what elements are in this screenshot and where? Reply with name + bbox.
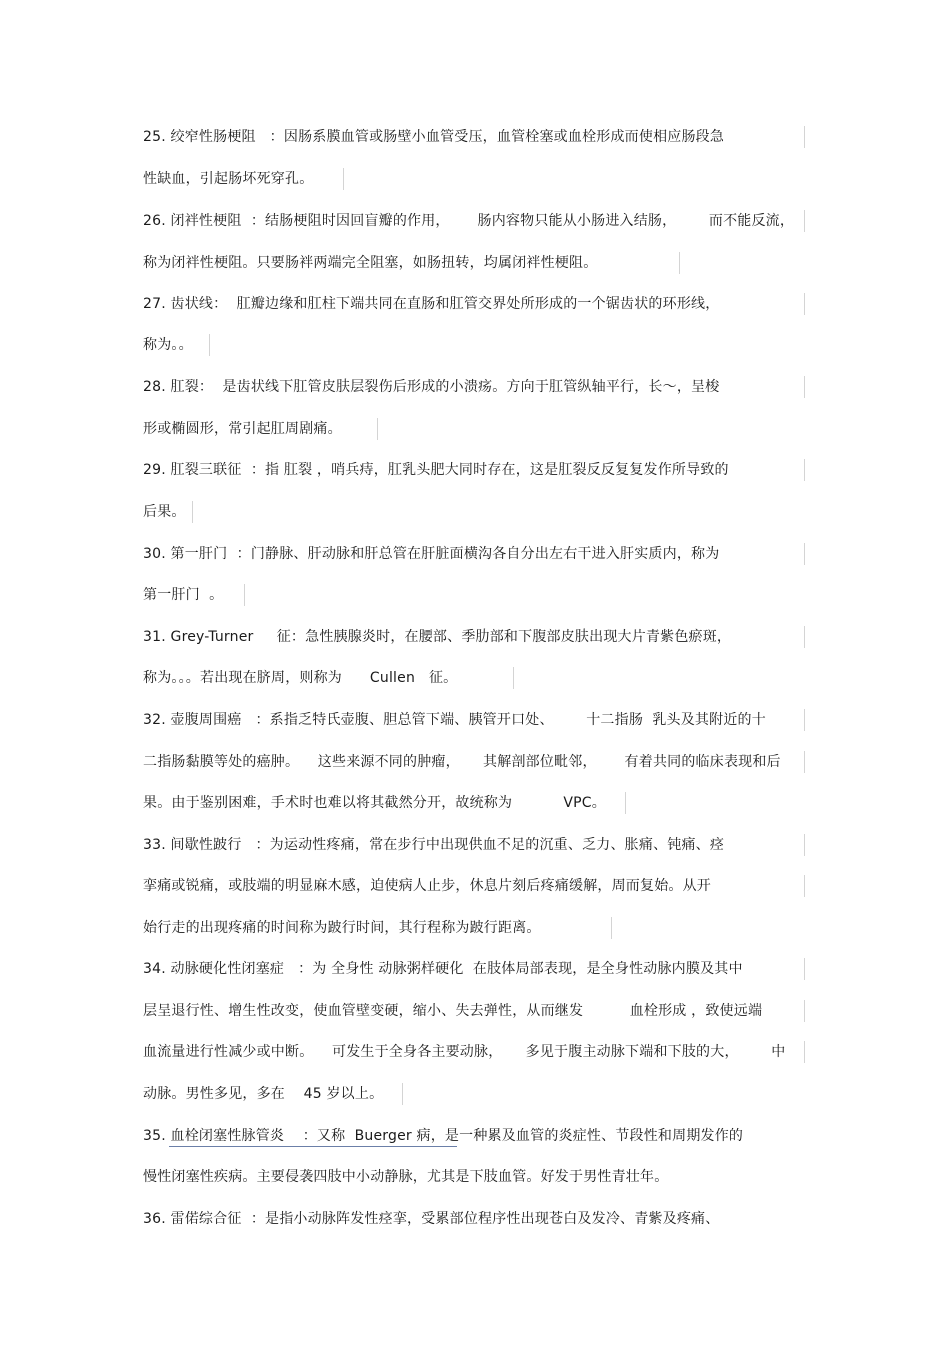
text-line: 26. 闭袢性梗阻 ：结肠梗阻时因回盲瓣的作用， 肠内容物只能从小肠进入结肠， 而不能反流， [143,213,795,229]
line-marker [343,168,344,190]
line-marker [804,958,805,980]
text-line: 果。由于鉴别困难，手术时也难以将其截然分开，故统称为 VPC。 [143,795,606,811]
text-line: 血流量进行性减少或中断。 可发生于全身各主要动脉， 多见于腹主动脉下端和下肢的大， 中 [143,1044,786,1060]
line-marker [679,252,680,274]
text-line: 性缺血，引起肠坏死穿孔。 [143,171,314,187]
text-line: 称为。。 [143,337,193,353]
line-marker [804,459,805,481]
line-marker [611,917,612,939]
line-marker [804,709,805,731]
line-marker [209,334,210,356]
text-line: 30. 第一肝门 ：门静脉、肝动脉和肝总管在肝脏面横沟各自分出左右干进入肝实质内，称为 [143,546,720,562]
text-line: 25. 绞窄性肠梗阻 ：因肠系膜血管或肠壁小血管受压，血管栓塞或血栓形成而使相应肠段急 [143,129,725,145]
line-marker [804,543,805,565]
line-marker [377,418,378,440]
text-line: 32. 壶腹周围癌 ：系指乏特氏壶腹、胆总管下端、胰管开口处、 十二指肠 乳头及其附近的十 [143,712,766,728]
line-marker [804,751,805,773]
line-marker [244,584,245,606]
text-line: 慢性闭塞性疾病。主要侵袭四肢中小动静脉，尤其是下肢血管。好发于男性青壮年。 [143,1169,669,1185]
text-line: 34. 动脉硬化性闭塞症 ：为 全身性 动脉粥样硬化 在肢体局部表现，是全身性动脉内膜及其中 [143,961,743,977]
line-marker [402,1083,403,1105]
line-marker [513,667,514,689]
text-line: 后果。 [143,504,186,520]
text-line: 称为闭袢性梗阻。只要肠袢两端完全阻塞，如肠扭转，均属闭袢性梗阻。 [143,255,598,271]
line-marker [804,126,805,148]
text-line: 28. 肛裂： 是齿状线下肛管皮肤层裂伤后形成的小溃疡。方向于肛管纵轴平行，长～，呈梭 [143,379,720,395]
line-marker [192,501,193,523]
text-line: 27. 齿状线： 肛瓣边缘和肛柱下端共同在直肠和肛管交界处所形成的一个锯齿状的环形线， [143,296,720,312]
term-underline [169,1146,457,1147]
line-marker [804,376,805,398]
line-marker [804,875,805,897]
text-line: 称为。。。若出现在脐周，则称为 Cullen 征。 [143,670,458,686]
text-line: 动脉。男性多见，多在 45 岁以上。 [143,1086,384,1102]
text-line: 第一肝门 。 [143,587,224,603]
text-line: 36. 雷偌综合征 ：是指小动脉阵发性痉挛，受累部位程序性出现苍白及发冷、青紫及疼痛、 [143,1211,720,1227]
text-line: 29. 肛裂三联征 ：指 肛裂 ，哨兵痔，肛乳头肥大同时存在，这是肛裂反反复复发作所导致的 [143,462,729,478]
text-line: 35. 血栓闭塞性脉管炎 ：又称 Buerger 病，是一种累及血管的炎症性、节段性和周期发作的 [143,1128,744,1144]
text-line: 挛痛或锐痛，或肢端的明显麻木感，迫使病人止步，休息片刻后疼痛缓解，周而复始。从开 [143,878,711,894]
text-line: 形或椭圆形，常引起肛周剧痛。 [143,421,342,437]
text-line: 始行走的出现疼痛的时间称为跛行时间，其行程称为跛行距离。 [143,920,541,936]
text-line: 33. 间歇性跛行 ：为运动性疼痛，常在步行中出现供血不足的沉重、乏力、胀痛、钝痛、痉 [143,837,725,853]
text-line: 31. Grey-Turner 征：急性胰腺炎时，在腰部、季肋部和下腹部皮肤出现大片青紫色瘀斑， [143,629,732,645]
line-marker [804,210,805,232]
line-marker [804,1041,805,1063]
line-marker [804,1000,805,1022]
text-line: 二指肠黏膜等处的癌肿。 这些来源不同的肿瘤， 其解剖部位毗邻， 有着共同的临床表现和后 [143,754,781,770]
line-marker [625,792,626,814]
line-marker [804,834,805,856]
line-marker [804,626,805,648]
text-line: 层呈退行性、增生性改变，使血管壁变硬，缩小、失去弹性，从而继发 血栓形成 ，致使远端 [143,1003,763,1019]
line-marker [804,293,805,315]
